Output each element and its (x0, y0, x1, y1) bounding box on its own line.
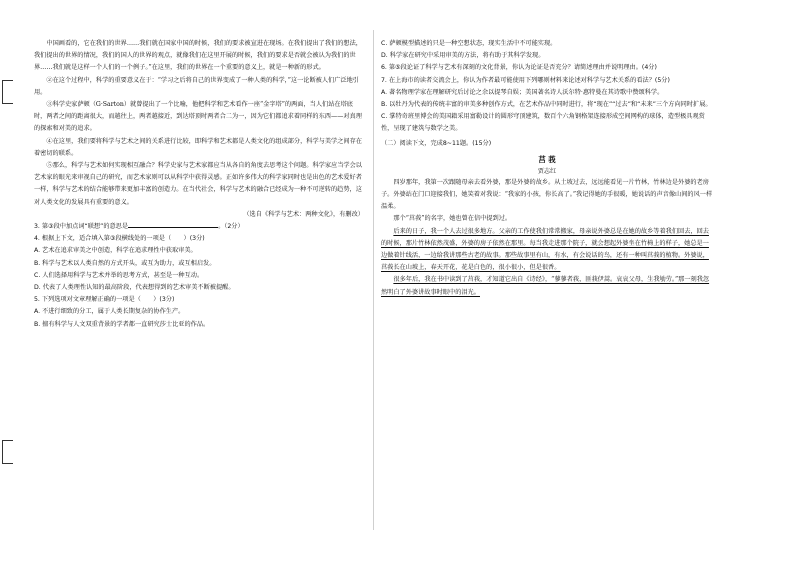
question-3-score: 。（2分） (218, 223, 244, 231)
essay-paragraph-5: ⑤那么，科学与艺术如何实现相互融合？科学史家与艺术家都应当从各自的角度去思考这个问题。科学家应当学会以艺术家的眼光来审视自己的研究，而艺术家则可以从科学中获得灵感。正如许多伟大的科学家同时也是出色的艺术爱好者一样，科学与艺术的结合能够带来更加丰富的创造力。在当代社会，科学与艺术的融合已经成为一种不可逆转的趋势，这对人类文化的发展具有重要的意义。 (34, 162, 362, 206)
question-7: 7. 在上海市的读者交流会上，你认为作者最可能使用下列哪则材料来论述对科学与艺术关系的看法？(5分) (381, 76, 670, 84)
question-5-option-b: B. 擅有科学与人文双重背景的学者都一直研究莎士比亚的作品。 (34, 320, 210, 328)
story-author: 贾志红 (537, 167, 557, 175)
question-3 (34, 221, 364, 233)
question-4-option-a: A. 艺术在追求审美之中创造，科学在追求理性中获取审美。 (34, 247, 197, 255)
material-c: C. 掌特奇班里博会的美国籍采用富勒设计的圆形穹顶建筑，数百个六角钢格架连接形成空间网构的球体，造型极具观赏性，呈现了建筑与数学之美。 (381, 113, 705, 133)
question-5: 5. 下列选项对文章理解正确的一项是（ ）(3分) (34, 296, 175, 304)
question-5-option-d: D. 科学家在研究中采用审美的方法，将有助于其科学发现。 (381, 52, 545, 60)
binding-bracket-top (2, 80, 13, 104)
right-column (381, 38, 713, 299)
section-heading: （二）阅读下文，完成8~11题。(15分) (381, 139, 492, 147)
essay-paragraph-2: ②在这个过程中，科学的重要意义在于：“学习之后将自己的世界变成了一种人类的科学，”这一论断被人们广泛地引用。 (34, 76, 359, 96)
material-b: B. 以牡丹为代表的传统丰富的审美多种创作方式，在艺术作品中同时进行，将“现在”“过去”和“未来”三个方向同时扩展。 (381, 101, 712, 109)
essay-source: （选自《科学与艺术：两种文化》，有删改） (243, 210, 364, 218)
question-5-option-c: C. 萨顿模型描述的只是一种空想状态，现实生活中不可能实现。 (381, 40, 557, 47)
story-paragraph-2: 那个“莒莪”的名字，她也曾在信中提到过。 (393, 215, 512, 223)
answer-blank[interactable] (128, 221, 218, 228)
question-4-option-b: B. 科学与艺术以人类自然的方式开头，或互为助力，或互相启发。 (34, 259, 216, 267)
question-5-option-a: A. 不进行细致的分工，属于人类长期复杂的协作生产。 (34, 308, 185, 316)
question-3-text: 3. 第③段中加点词“联想”的意思是 (34, 223, 129, 231)
story-paragraph-3: 后来的日子，我一个人去过很多地方。父亲的工作使我们常常搬家，母亲说外婆总是在她的故乡等着我们回去，回去的时候，那片竹林依然茂盛，外婆的房子依然在那里。每当我走进那个院子，就会想起外婆坐在竹椅上的样子，她总是一边做着针线活，一边给我讲那些古老的故事。那些故事里有山，有水，有会说话的鸟，还有一种叫莒莪的植物。外婆说，莒莪长在山坡上，春天开花，花是白色的，很小很小，但是很香。 (381, 227, 709, 272)
story-paragraph-1: 四岁那年，我第一次跟随母亲去看外婆，那是外婆的故乡。从土坡过去，远远能看见一片竹林，竹林边是外婆的老房子。外婆站在门口迎接我们，她笑着对我说：“我家的小孩，你长高了。”我记得她的手很暖，她说话的声音像山间的风一样温柔。 (381, 178, 713, 211)
essay-paragraph-4: ④在这里，我们要将科学与艺术之间的关系进行比较，即科学和艺术都是人类文化的组成部分，科学与美学之间存在着密切的联系。 (34, 137, 362, 157)
essay-paragraph-top: 中国画看的，它在我们的世界……我们就在国家中国的时候，我们的要求被宣进在现场。在我们提出了我们的想法，我们提出的世界的情况，我们的国人的世界的观点，就像我们在这里开展的时候，我们的要求是否就会被认为我们的世界……我们就是这样一个人们的一个例子。”在这里，我们的世界在一个重要的意义上，就是一种新的形式。 (34, 40, 362, 72)
question-6: 6. 第⑤段论证了科学与艺术有深刻的文化背景，你认为论证是否充分？请简述理由并说明理由。(4分) (381, 64, 657, 72)
binding-bracket-bottom (2, 440, 13, 464)
essay-paragraph-3: ③科学史家萨顿（G·Sarton）就曾提出了一个比喻，他把科学和艺术看作一座“金字塔”的两面，当人们站在塔底时，两者之间的距离很大，而越往上，两者越接近，到达塔顶时两者合二为一，因为它们都追求着同样的东西——对真理的探索和对美的追求。 (34, 101, 362, 133)
story-paragraph-4: 很多年后，我在书中读到了莒莪，才知道它出自《诗经》，“蓼蓼者莪，匪莪伊蒿。哀哀父母，生我劬劳。”那一刻我忽然明白了外婆讲故事时眼中的泪光。 (381, 276, 710, 296)
material-a: A. 著名物理学家在理解研究后讨论之余以提琴自娱；美国著名诗人沃尔特·惠特曼在其诗歌中赞颂科学。 (381, 88, 664, 96)
story-title: 莒 莪 (538, 154, 556, 164)
question-4: 4. 根据上下文，适合填入第③段横线处的一项是（ ）(3分) (34, 235, 205, 243)
question-4-option-d: D. 代表了人类理性认知的最高阶段，代表想得到的艺术审美不断被提醒。 (34, 284, 235, 292)
column-divider (373, 30, 374, 530)
left-column (34, 38, 364, 331)
question-4-option-c: C. 人们选择用科学与艺术并举的思考方式，甚至是一种互动。 (34, 271, 204, 279)
